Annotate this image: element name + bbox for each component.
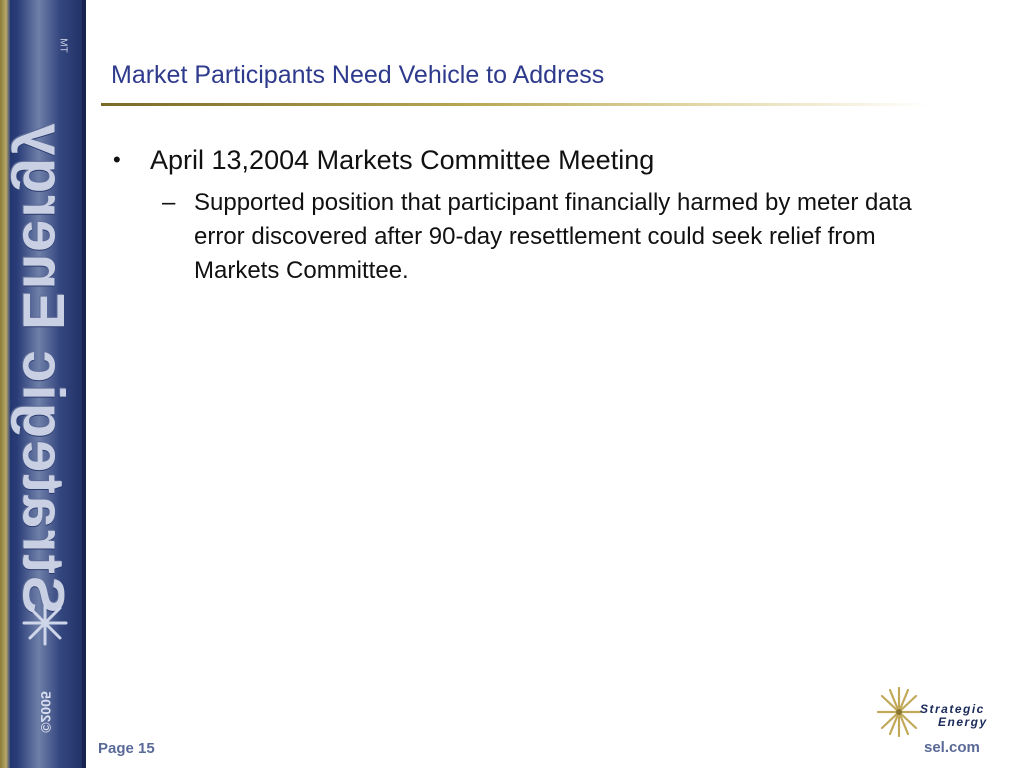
- bullet-text: April 13,2004 Markets Committee Meeting: [150, 145, 655, 175]
- title-divider: [101, 103, 931, 106]
- sidebar-edge-stripe: [82, 0, 86, 768]
- page-number: Page 15: [98, 740, 155, 757]
- slide-title: Market Participants Need Vehicle to Address: [111, 61, 605, 89]
- sidebar-copyright: ©2005: [38, 691, 54, 733]
- bullet-item: [110, 142, 990, 178]
- trademark-mark: TM: [57, 38, 69, 53]
- starburst-icon: [22, 600, 68, 646]
- sub-bullet-marker: –: [162, 189, 176, 216]
- bullet-marker: •: [113, 147, 121, 172]
- logo-text-line2: Energy: [938, 715, 988, 729]
- sub-bullet-text: Supported position that participant financially harmed by meter data error discovered after 90-day resettlement could seek relief from Markets Committee.: [194, 189, 912, 284]
- logo-starburst-icon: [876, 686, 922, 738]
- company-logo: [876, 684, 1006, 740]
- sub-bullet-item: [150, 186, 954, 288]
- slide-body: [110, 142, 990, 288]
- sidebar-brand-text: Strategic Energy: [10, 121, 76, 615]
- website-label: sel.com: [924, 739, 980, 756]
- sidebar-gold-edge: [0, 0, 10, 768]
- logo-text-line1: Strategic: [920, 702, 985, 716]
- sidebar-brand-band: [0, 0, 86, 768]
